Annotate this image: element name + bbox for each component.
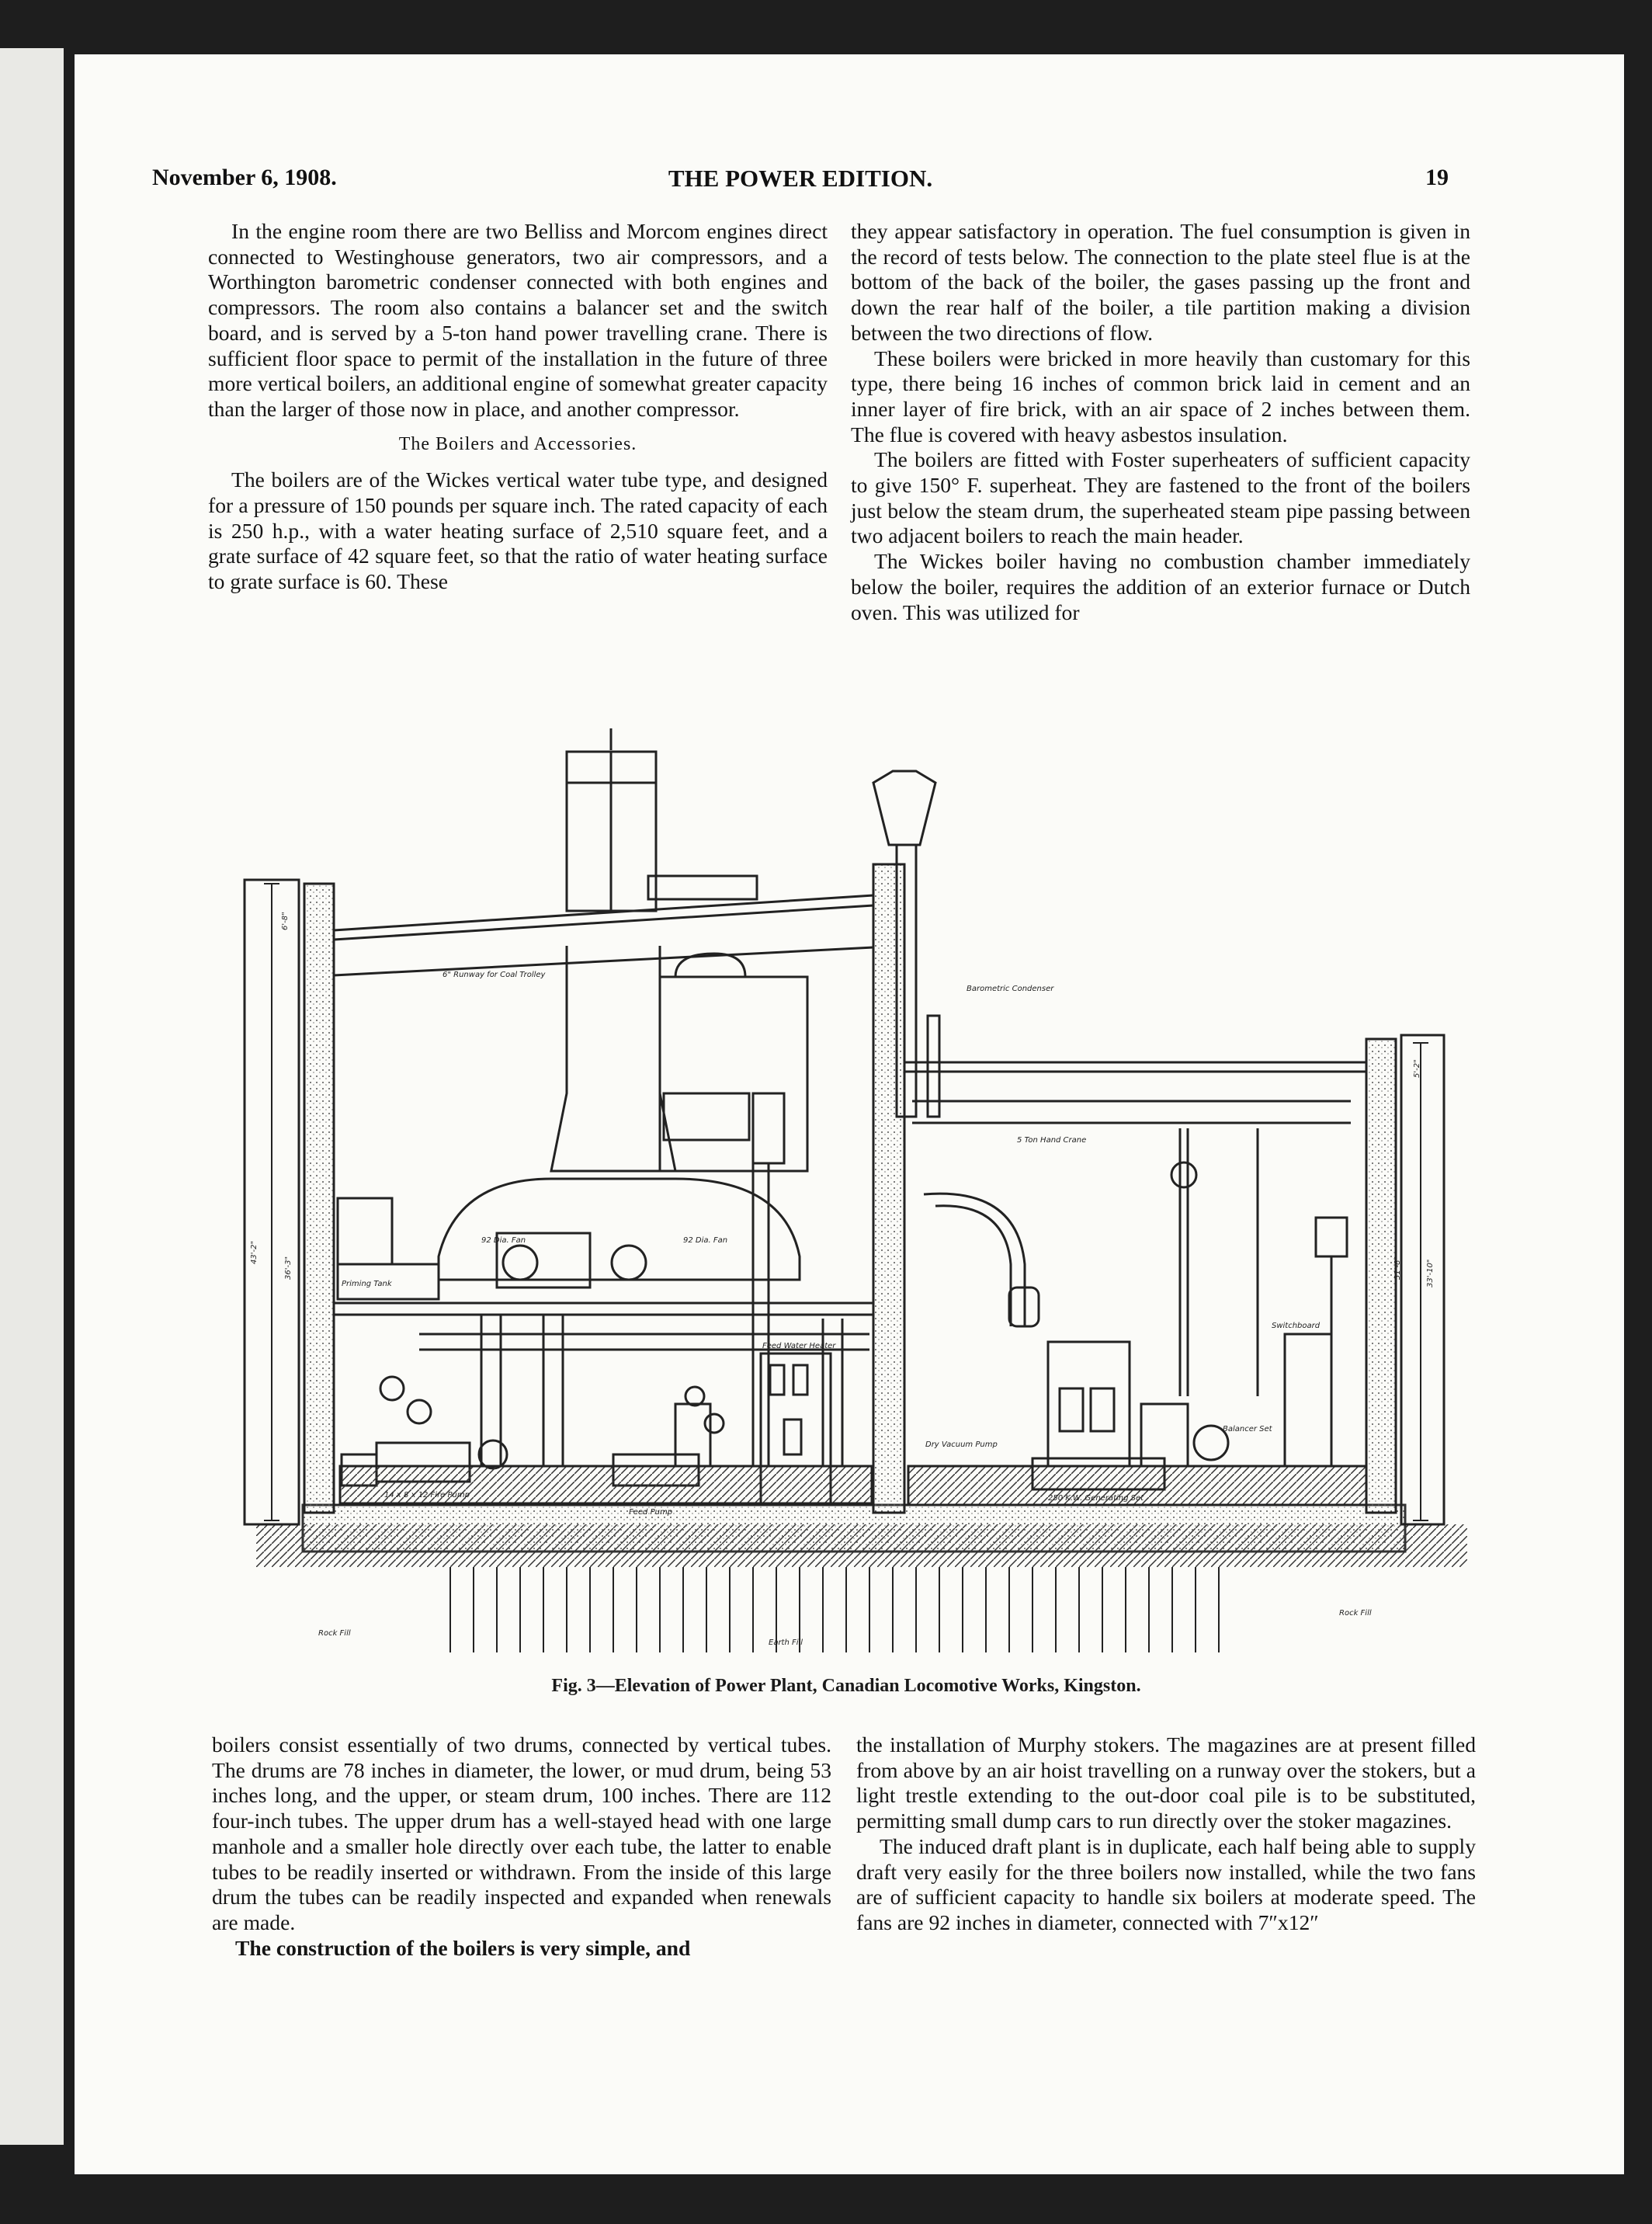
label-dim-right-outer: 33'-10" [1426, 1259, 1435, 1287]
label-earth-fill: Earth Fill [769, 1638, 803, 1647]
label-dim-left-outer: 43'-2" [250, 1240, 259, 1264]
label-crane: 5 Ton Hand Crane [1017, 1136, 1087, 1145]
header-date: November 6, 1908. [152, 165, 337, 190]
label-feed-water-heater: Feed Water Heater [762, 1342, 836, 1350]
paragraph: The construction of the boilers is very simple, and [235, 1935, 691, 1960]
label-rock-fill-left: Rock Fill [318, 1629, 351, 1638]
label-dim-left-inner: 36'-3" [284, 1256, 293, 1280]
page-number: 19 [1425, 165, 1449, 190]
label-runway: 6" Runway for Coal Trolley [442, 971, 546, 979]
label-dim-right-top: 5'-2" [1413, 1059, 1421, 1078]
paragraph: they appear satisfactory in operation. The fuel consumption is given in the record of tests below. The connection to the plate steel flue is at the bottom of the back of the boiler, the gases passing up the front and down the rear half of the boiler, a tile partition making a division between the two directions of flow. [851, 219, 1470, 345]
paragraph: boilers consist essentially of two drums, connected by vertical tubes. The drums are 78 inches in diameter, the lower, or mud drum, being 53 inches long, and the upper, or steam drum, 100 inches. There are 112 four-inch tubes. The upper drum has a well-stayed head with one large manhole and a smaller hole directly over each tube, the latter to enable tubes to be readily inserted or withdrawn. From the inside of this large drum the tubes can be readily inspected and expanded when renewals are made. [212, 1732, 831, 1934]
adjacent-page-edge [0, 48, 64, 2145]
page-header [152, 165, 1449, 200]
column-bottom-right [856, 1732, 1476, 1936]
paragraph: The induced draft plant is in duplicate, each half being able to supply draft very easily for the three boilers now installed, while the two fans are of sufficient capacity to handle six boilers at moderate speed. The fans are 92 inches in diameter, connected with 7″x12″ [856, 1833, 1476, 1934]
paragraph: The Wickes boiler having no combustion chamber immediately below the boiler, requires the addition of an exterior furnace or Dutch oven. This was utilized for [851, 549, 1470, 624]
label-condenser: Barometric Condenser [967, 985, 1054, 993]
label-dim-right-inner: 31'-8" [1393, 1256, 1402, 1280]
label-switchboard: Switchboard [1272, 1322, 1321, 1330]
label-generating-set: 250 K.W. Generating Set [1048, 1494, 1144, 1503]
label-fire-pump: 14 x 8 x 12 Fire Pump [384, 1491, 470, 1499]
paragraph: In the engine room there are two Belliss and Morcom engines direct connected to Westinghouse generators, two air compressors, and a Worthington barometric condenser connected with both engines and compressors. The room also contains a balancer set and the switch board, and is served by a 5-ton hand power travelling crane. There is sufficient floor space to permit of the installation in the future of three more vertical boilers, an additional engine of somewhat greater capacity than the larger of those now in place, and another compressor. [208, 219, 828, 421]
column-top-left [208, 219, 828, 595]
paragraph: the installation of Murphy stokers. The magazines are at present filled from above by an air hoist travelling on a runway over the stokers, but a light trestle extending to the out-door coal pile is to be substituted, permitting small dump cars to run directly over the stoker magazines. [856, 1732, 1476, 1833]
column-bottom-left [212, 1732, 831, 1961]
label-rock-fill-right: Rock Fill [1339, 1609, 1372, 1618]
label-fan-right: 92 Dia. Fan [683, 1236, 728, 1245]
label-fan-left: 92 Dia. Fan [481, 1236, 526, 1245]
section-heading: The Boilers and Accessories. [398, 433, 637, 454]
paragraph: The boilers are of the Wickes vertical water tube type, and designed for a pressure of 150 pounds per square inch. The rated capacity of each is 250 h.p., with a water heating surface of 2,510 square feet, and a grate surface of 42 square feet, so that the ratio of water heating surface to grate surface is 60. These [208, 467, 828, 594]
figure-caption: Fig. 3—Elevation of Power Plant, Canadian Locomotive Works, Kingston. [551, 1676, 1141, 1696]
column-top-right [851, 219, 1470, 625]
power-plant-elevation-figure [210, 721, 1483, 1668]
label-feed-pump: Feed Pump [629, 1508, 673, 1517]
paragraph: The boilers are fitted with Foster superheaters of sufficient capacity to give 150° F. superheat. They are fastened to the front of the boilers just below the steam drum, the superheated steam pipe passing between two adjacent boilers to reach the main header. [851, 447, 1470, 548]
label-priming-tank: Priming Tank [342, 1280, 392, 1288]
paragraph: These boilers were bricked in more heavily than customary for this type, there being 16 inches of common brick laid in cement and an inner layer of fire brick, with an air space of 2 inches between them. The flue is covered with heavy asbestos insulation. [851, 346, 1470, 447]
label-balancer-set: Balancer Set [1223, 1425, 1272, 1433]
elevation-drawing [210, 721, 1483, 1668]
label-dry-vacuum-pump: Dry Vacuum Pump [925, 1440, 998, 1449]
label-dim-left-top: 6'-8" [281, 912, 290, 930]
header-title: THE POWER EDITION. [668, 165, 933, 192]
